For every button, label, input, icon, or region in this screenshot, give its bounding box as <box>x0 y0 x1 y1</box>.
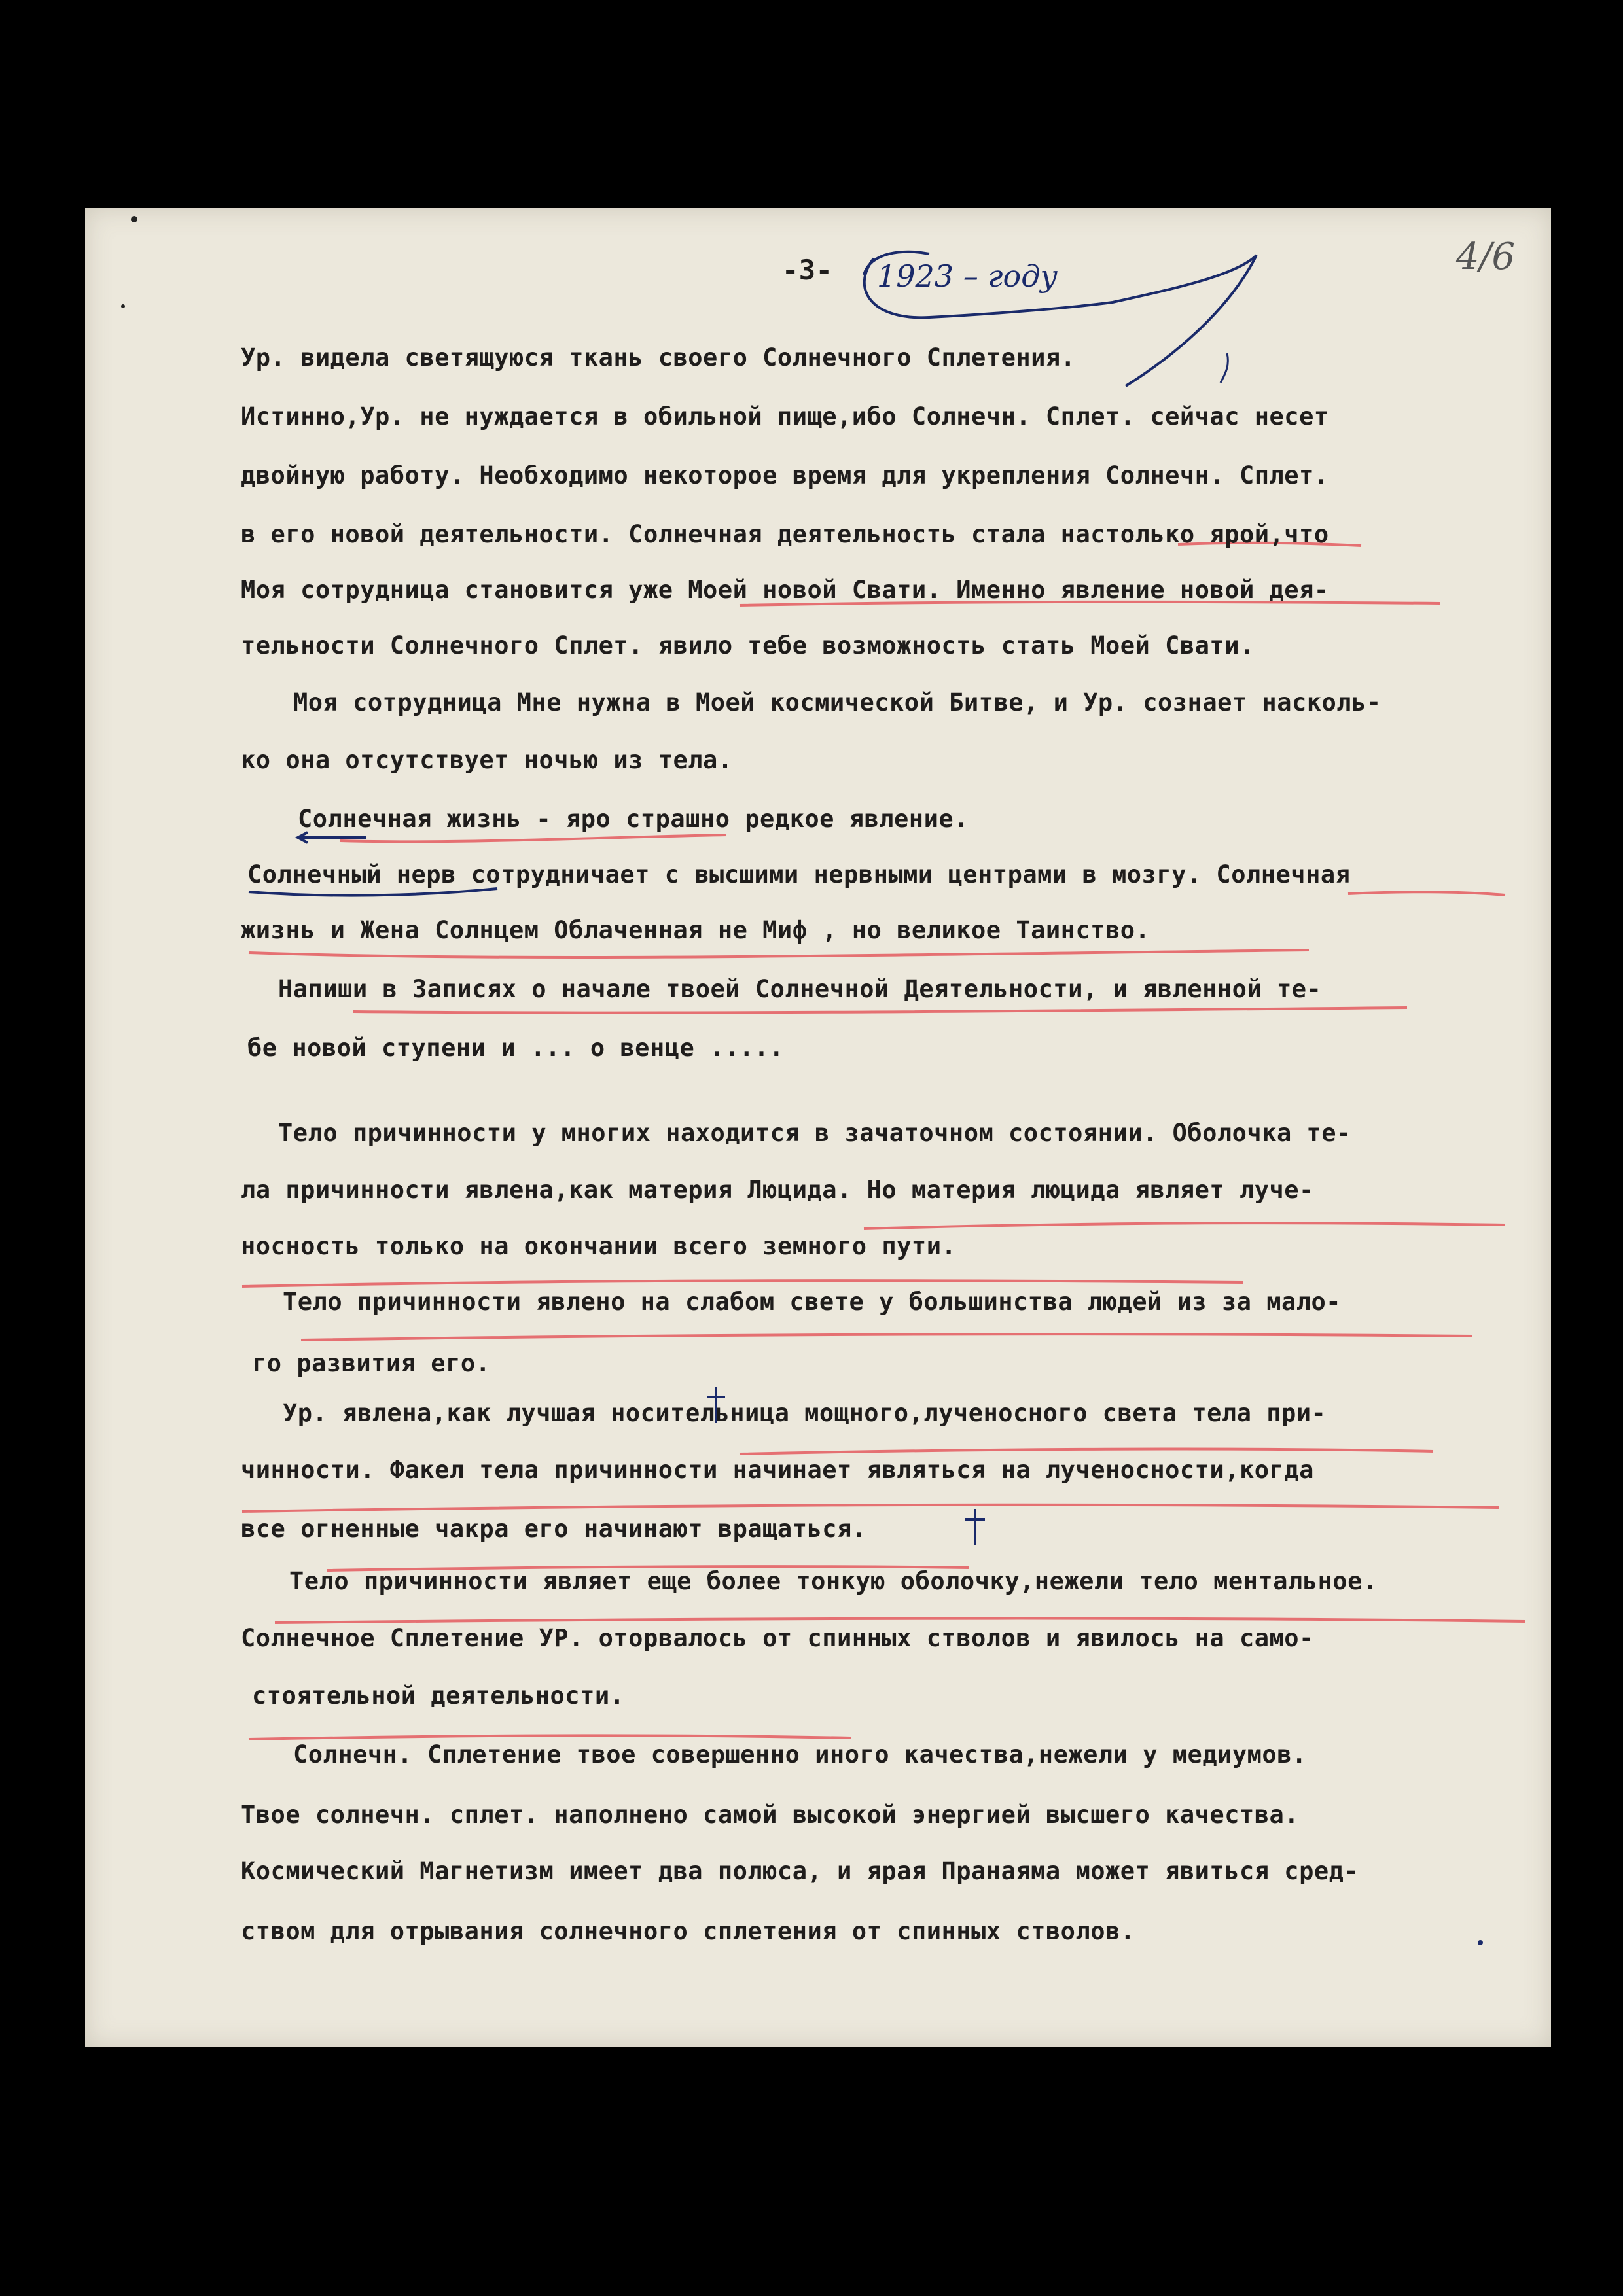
text-line: все огненные чакра его начинают вращаться. <box>241 1515 867 1543</box>
text-line: ством для отрывания солнечного сплетения от спинных стволов. <box>241 1917 1135 1945</box>
text-line: Тело причинности являет еще более тонкую оболочку,нежели тело ментальное. <box>289 1567 1378 1595</box>
text-line: го развития его. <box>252 1349 491 1377</box>
text-line: ко она отсутствует ночью из тела. <box>241 746 733 774</box>
ink-dot <box>131 216 137 222</box>
text-line: Космический Магнетизм имеет два полюса, и ярая Пранаяма может явиться сред- <box>241 1857 1359 1885</box>
text-line: Ур. видела светящуюся ткань своего Солнечного Сплетения. <box>241 344 1076 372</box>
text-line: носность только на окончании всего земного пути. <box>241 1232 957 1260</box>
text-line: стоятельной деятельности. <box>252 1682 625 1710</box>
text-line: Твое солнечн. сплет. наполнено самой высокой энергией высшего качества. <box>241 1801 1300 1829</box>
text-line: в его новой деятельности. Солнечная деятельность стала настолько ярой,что <box>241 520 1329 548</box>
text-line: Солнечный нерв сотрудничает с высшими нервными центрами в мозгу. Солнечная <box>247 860 1351 889</box>
text-line: Солнечн. Сплетение твое совершенно иного качества,нежели у медиумов. <box>293 1740 1307 1769</box>
archive-number: 4/6 <box>1456 236 1516 278</box>
handwritten-annotation: 1923 – году <box>877 258 1058 294</box>
text-line: Истинно,Ур. не нуждается в обильной пище,ибо Солнечн. Сплет. сейчас несет <box>241 402 1329 431</box>
text-line: Солнечное Сплетение УР. оторвалось от спинных стволов и явилось на само- <box>241 1624 1314 1652</box>
text-line: Тело причинности явлено на слабом свете у большинства людей из за мало- <box>283 1288 1342 1316</box>
page-number: -3- <box>782 254 833 286</box>
text-line: Ур. явлена,как лучшая носительница мощного,лученосного света тела при- <box>283 1399 1327 1427</box>
text-line: тельности Солнечного Сплет. явило тебе возможность стать Моей Свати. <box>241 631 1255 660</box>
ink-dot <box>121 304 125 308</box>
text-line: бе новой ступени и ... о венце ..... <box>247 1034 784 1062</box>
text-line: Солнечная жизнь - яро страшно редкое явление. <box>298 805 969 833</box>
text-line: двойную работу. Необходимо некоторое время для укрепления Солнечн. Сплет. <box>241 461 1329 489</box>
text-line: Напиши в Записях о начале твоей Солнечной Деятельности, и явленной те- <box>278 975 1322 1003</box>
text-line: ла причинности явлена,как материя Люцида. Но материя люцида являет луче- <box>241 1176 1314 1204</box>
text-line: жизнь и Жена Солнцем Облаченная не Миф , но великое Таинство. <box>241 916 1150 944</box>
text-line: Тело причинности у многих находится в зачаточном состоянии. Оболочка те- <box>278 1119 1351 1147</box>
text-line: чинности. Факел тела причинности начинает являться на лученосности,когда <box>241 1456 1314 1484</box>
text-line: Моя сотрудница становится уже Моей новой Свати. Именно явление новой дея- <box>241 576 1329 604</box>
ink-dot <box>1478 1940 1483 1945</box>
text-line: Моя сотрудница Мне нужна в Моей космической Битве, и Ур. сознает насколь- <box>293 688 1382 716</box>
